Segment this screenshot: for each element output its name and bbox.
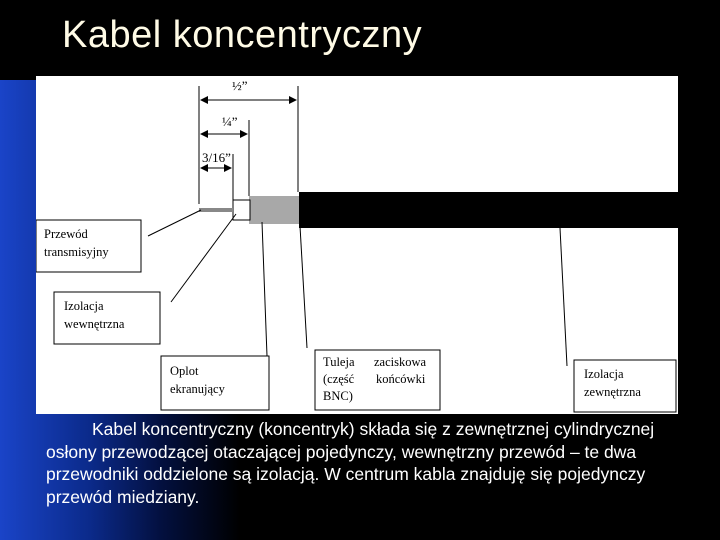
outer-insulation [299,192,678,228]
leader-inner-insulation [171,214,236,302]
label-conductor-line2: transmisyjny [44,245,109,259]
slide-title: Kabel koncentryczny [62,14,423,56]
label-outer-insulation-line1: Izolacja [584,367,624,381]
dimension-half-inch: ½” [232,78,248,93]
label-sleeve-line2b: końcówki [376,372,426,386]
label-conductor-line1: Przewód [44,227,88,241]
label-shield-line2: ekranujący [170,382,225,396]
label-shield-line1: Oplot [170,364,199,378]
label-sleeve-line2a: (część [323,372,355,386]
label-sleeve-line1a: Tuleja [323,355,355,369]
label-sleeve-line3: BNC) [323,389,353,403]
leader-shield [262,222,267,356]
slide-description: Kabel koncentryczny (koncentryk) składa się z zewnętrznej cylindrycznej osłony przewodzącej otaczającej pojedynczy, wewnętrzny przewód – te dwa przewodniki oddzielone są izolacją. W centrum kabla znajduję się pojedynczy przewód miedziany. [46,419,655,507]
coax-diagram-svg [36,76,678,414]
shield-braid [249,196,299,224]
label-inner-insulation-line1: Izolacja [64,299,104,313]
leader-conductor [148,210,201,236]
label-sleeve-line1b: zaciskowa [374,355,427,369]
dimension-three-sixteenths-inch: 3/16” [202,150,231,165]
inner-insulation [233,200,250,220]
label-inner-insulation-line2: wewnętrzna [64,317,125,331]
coax-diagram [36,76,678,414]
leader-outer-insulation [560,228,567,366]
center-conductor [199,208,233,212]
leader-sleeve [300,226,307,348]
label-outer-insulation-line2: zewnętrzna [584,385,641,399]
dimension-quarter-inch: ¼” [222,114,238,129]
